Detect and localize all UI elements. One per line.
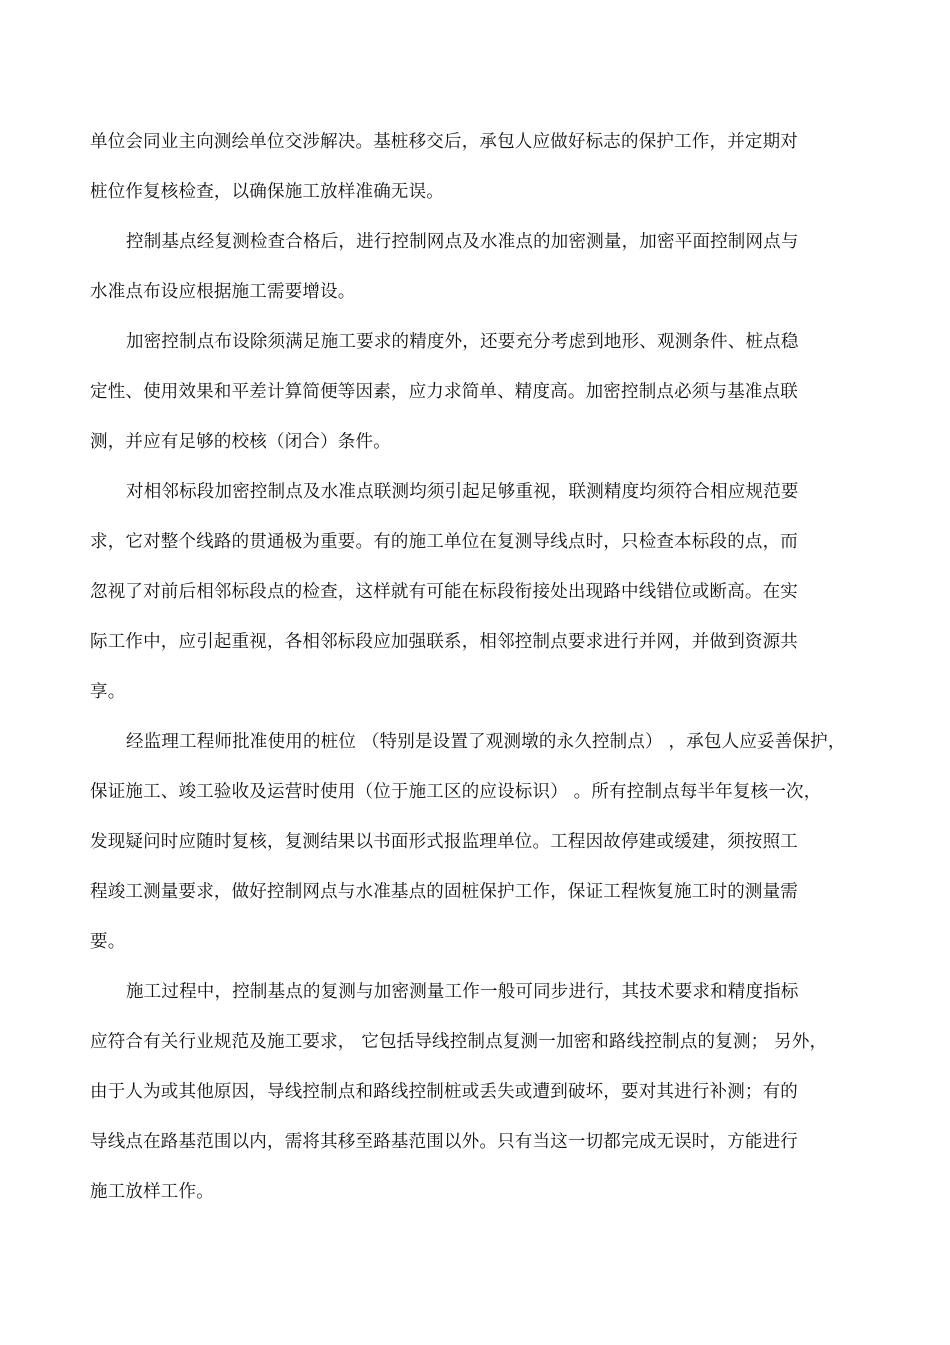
text-line: 经监理工程师批准使用的桩位 （特别是设置了观测墩的永久控制点） ，承包人应妥善保护，	[126, 732, 846, 752]
text-line: 单位会同业主向测绘单位交涉解决。基桩移交后，承包人应做好标志的保护工作，并定期对	[90, 132, 798, 152]
text-line: 加密控制点布设除须满足施工要求的精度外，还要充分考虑到地形、观测条件、桩点稳	[126, 332, 799, 352]
text-line: 保证施工、竣工验收及运营时使用（位于施工区的应设标识） 。所有控制点每半年复核一次，	[90, 782, 822, 802]
text-line: 享。	[90, 682, 126, 702]
text-line: 桩位作复核检查，以确保施工放样准确无误。	[90, 182, 444, 202]
text-line: 忽视了对前后相邻标段点的检查，这样就有可能在标段衔接处出现路中线错位或断高。在实	[90, 582, 798, 602]
text-line: 由于人为或其他原因，导线控制点和路线控制桩或丢失或遭到破坏，要对其进行补测；有的	[90, 1082, 798, 1102]
text-line: 施工过程中，控制基点的复测与加密测量工作一般可同步进行，其技术要求和精度指标	[126, 982, 799, 1002]
text-line: 导线点在路基范围以内，需将其移至路基范围以外。只有当这一切都完成无误时，方能进行	[90, 1132, 798, 1152]
text-line: 定性、使用效果和平差计算简便等因素，应力求简单、精度高。加密控制点必须与基准点联	[90, 382, 798, 402]
text-line: 水准点布设应根据施工需要增设。	[90, 282, 356, 302]
text-line: 际工作中，应引起重视，各相邻标段应加强联系，相邻控制点要求进行并网，并做到资源共	[90, 632, 798, 652]
text-line: 施工放样工作。	[90, 1182, 214, 1202]
text-line: 应符合有关行业规范及施工要求， 它包括导线控制点复测一加密和路线控制点的复测； 另外，	[90, 1032, 828, 1052]
text-line: 对相邻标段加密控制点及水准点联测均须引起足够重视，联测精度均须符合相应规范要	[126, 482, 799, 502]
text-line: 要。	[90, 932, 126, 952]
text-line: 程竣工测量要求，做好控制网点与水准基点的固桩保护工作，保证工程恢复施工时的测量需	[90, 882, 798, 902]
text-line: 发现疑问时应随时复核，复测结果以书面形式报监理单位。工程因故停建或缓建，须按照工	[90, 832, 798, 852]
text-line: 控制基点经复测检查合格后，进行控制网点及水准点的加密测量，加密平面控制网点与	[126, 232, 799, 252]
text-line: 求，它对整个线路的贯通极为重要。有的施工单位在复测导线点时，只检查本标段的点，而	[90, 532, 798, 552]
text-line: 测，并应有足够的校核（闭合）条件。	[90, 432, 391, 452]
